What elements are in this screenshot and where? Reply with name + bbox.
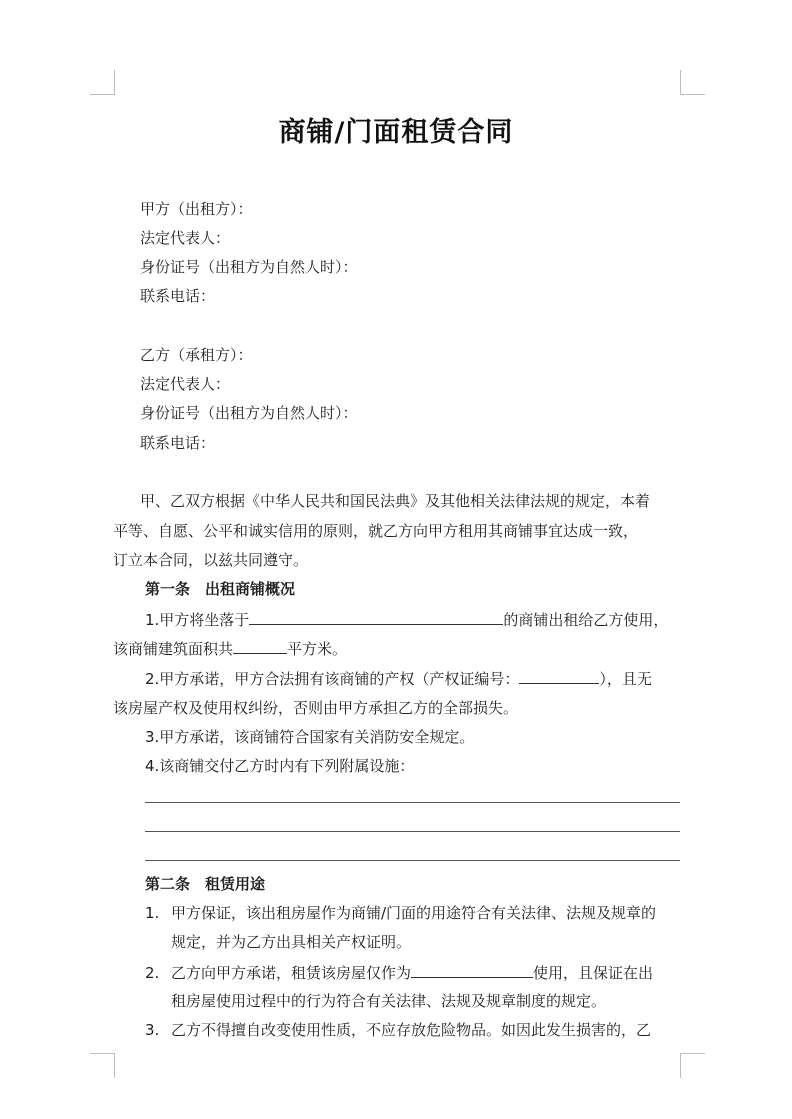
facilities-line-1[interactable] [145, 802, 680, 803]
party-b-representative: 法定代表人： [140, 375, 231, 393]
clause-text: 乙方向甲方承诺，租赁该房屋仅作为 [171, 964, 412, 982]
article-2-item-1 [145, 903, 656, 923]
preamble-line-1: 甲、乙双方根据《中华人民共和国民法典》及其他相关法律法规的规定，本着 [140, 492, 651, 510]
clause-text: 甲方保证，该出租房屋作为商铺/门面的用途符合有关法律、法规及规章的 [171, 904, 657, 922]
list-number: 1. [145, 904, 160, 922]
clause-text: 平方米。 [287, 640, 348, 658]
party-b-phone: 联系电话： [140, 434, 216, 452]
clause-text: 使用，且保证在出 [533, 964, 654, 982]
article-2-item-3 [145, 1020, 651, 1040]
property-cert-blank[interactable] [519, 668, 599, 684]
clause-text: 2.甲方承诺，甲方合法拥有该商铺的产权（产权证编号： [145, 670, 520, 688]
article-1-clause-2 [145, 668, 652, 689]
document-title: 商铺/门面租赁合同 [278, 117, 514, 148]
article-2-heading: 第二条 租赁用途 [145, 875, 266, 893]
party-a-id-number: 身份证号（出租方为自然人时）： [140, 258, 358, 276]
crop-mark-top-right [680, 70, 705, 95]
article-2-item-2-cont: 租房屋使用过程中的行为符合有关法律、法规及规章制度的规定。 [171, 992, 607, 1010]
article-2-item-1-cont: 规定，并为乙方出具相关产权证明。 [171, 933, 412, 951]
article-1-clause-4: 4.该商铺交付乙方时内有下列附属设施： [145, 757, 415, 775]
article-1-clause-1 [145, 609, 668, 630]
clause-text: 1.甲方将坐落于 [145, 611, 250, 629]
clause-text: 该商铺建筑面积共 [113, 640, 234, 658]
preamble-line-2: 平等、自愿、公平和诚实信用的原则，就乙方向甲方租用其商铺事宜达成一致， [113, 522, 639, 540]
list-number: 3. [145, 1021, 160, 1039]
clause-text: ），且无 [599, 670, 652, 688]
article-2-item-2 [145, 962, 653, 983]
party-a-phone: 联系电话： [140, 287, 216, 305]
article-1-heading: 第一条 出租商铺概况 [145, 580, 296, 598]
facilities-line-2[interactable] [145, 831, 680, 832]
party-a-representative: 法定代表人： [140, 229, 231, 247]
clause-text: 乙方不得擅自改变使用性质，不应存放危险物品。如因此发生损害的，乙 [171, 1021, 652, 1039]
preamble-line-3: 订立本合同，以兹共同遵守。 [113, 551, 309, 569]
list-number: 2. [145, 964, 160, 982]
party-a-heading: 甲方（出租方）： [140, 200, 253, 218]
party-b-id-number: 身份证号（出租方为自然人时）： [140, 404, 358, 422]
area-blank[interactable] [233, 638, 287, 654]
usage-blank[interactable] [411, 962, 533, 978]
location-blank[interactable] [249, 609, 503, 625]
facilities-line-3[interactable] [145, 860, 680, 861]
article-1-clause-1-cont [113, 638, 347, 659]
article-1-clause-3: 3.甲方承诺，该商铺符合国家有关消防安全规定。 [145, 728, 475, 746]
crop-mark-top-left [90, 70, 115, 95]
party-b-heading: 乙方（承租方）： [140, 346, 253, 364]
crop-mark-bottom-right [680, 1053, 705, 1078]
clause-text: 的商铺出租给乙方使用， [503, 611, 669, 629]
article-1-clause-2-cont: 该房屋产权及使用权纠纷，否则由甲方承担乙方的全部损失。 [113, 699, 519, 717]
crop-mark-bottom-left [90, 1053, 115, 1078]
